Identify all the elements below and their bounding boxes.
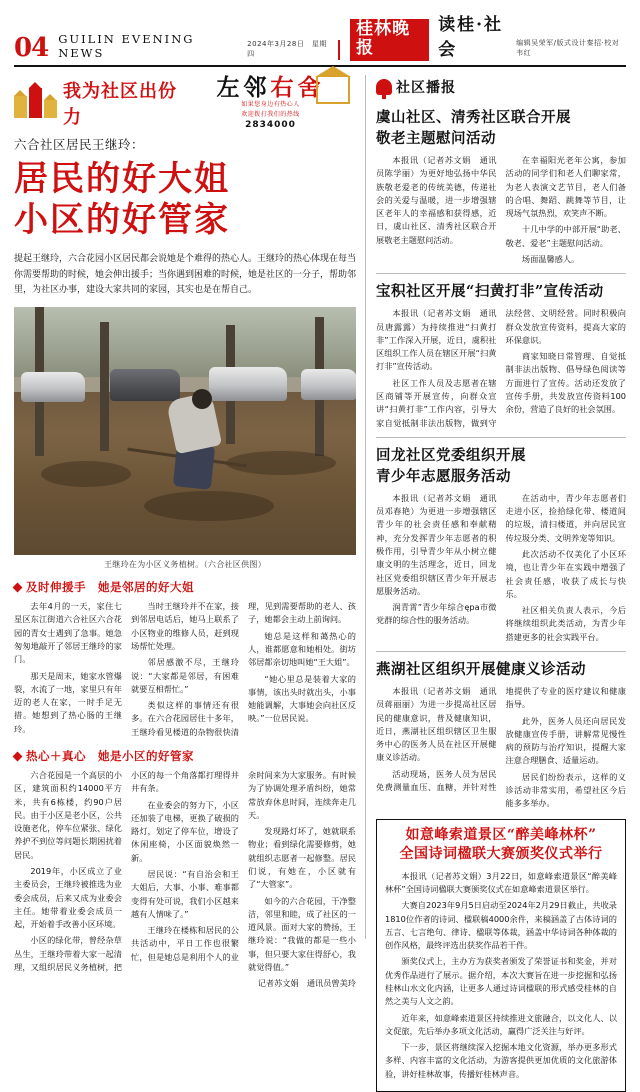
diamond-bullet-icon xyxy=(13,751,23,761)
news-headline xyxy=(376,445,626,487)
news-headline xyxy=(376,107,626,149)
news-headline-line-2: 敬老主题慰问活动 xyxy=(376,130,496,148)
paper-name-english: GUILIN EVENING NEWS xyxy=(58,32,195,60)
paragraph: “她心里总是装着大家的事情，该出头时就出头，小事她能调解，大事她会向社区反映。”一位居民说。 xyxy=(248,673,356,724)
news-headline-line-1: 宝积社区开展“扫黄打非”宣传活动 xyxy=(376,283,604,301)
featured-headline-line-1: 如意峰索道景区“醉美峰林杯” xyxy=(405,826,597,843)
section-title: 读桂·社会 xyxy=(438,15,503,60)
paragraph: 此外，医务人员还向居民发放健康宣传手册，讲解常见慢性病的预防与治疗知识，提醒大家注意合理膳食、适量运动。 xyxy=(505,715,626,766)
megaphone-icon xyxy=(376,79,392,95)
main-headline xyxy=(14,159,356,242)
paragraph: 下一步，景区将继续深入挖掘本地文化资源，举办更多形式多样、内容丰富的文化活动，为游客提供更加优质的文化旅游体验，讲好桂林故事，传播好桂林声音。 xyxy=(385,1042,617,1079)
article-photo xyxy=(14,307,356,555)
section-1-body xyxy=(14,600,356,739)
paragraph: 她总是这样和蔼热心的人，谁都愿意和她相处。街坊邻居都亲切地叫她“王大姐”。 xyxy=(248,630,356,668)
paragraph: 社区工作人员及志愿者在辖区商铺等开展宣传，向群众宣讲“扫黄打非”工作内容，引导大家自觉抵制非法出版物，做到守法经营、文明经营。同时积极向群众发放宣传资料，提高大家的环保意识。 xyxy=(376,308,626,428)
article-byline: 记者苏文娟 通讯员曾美玲 xyxy=(257,978,356,989)
headline-line-1: 居民的好大姐 xyxy=(14,159,230,199)
paragraph: 活动现场，医务人员为居民免费测量血压、血糖，并针对性地提供了专业的医疗建议和健康指导。 xyxy=(376,685,626,792)
paragraph: 六合花园是一个高层的小区，建筑面积约14000平方米，共有6栋楼，约90户居民。由于小区是老小区，公共设施老化，停车位紧张、绿化养护不到位等问题长期困扰着居民。 xyxy=(14,770,122,860)
news-headline-line-1: 燕湖社区组织开展健康义诊活动 xyxy=(376,660,586,678)
photo-car-3 xyxy=(209,367,287,401)
paragraph: 本报讯（记者苏文娟 通讯员蒋丽丽）为进一步提高社区居民的健康意识，普及健康知识，近日，燕湖社区组织辖区卫生服务中心的医务人员在社区开展健康义诊活动。 xyxy=(376,685,497,763)
diamond-bullet-icon xyxy=(13,582,23,592)
photo-soil-1 xyxy=(41,461,131,487)
page-number: 04 xyxy=(14,33,49,63)
featured-body xyxy=(385,870,617,1081)
masthead-divider xyxy=(338,40,340,60)
paragraph: 小区的绿化带，曾经杂草丛生，王继玲带着大家一起清理，又组织居民义务植树，把小区的每一个角落都打理得井井有条。 xyxy=(14,770,239,972)
paragraph: 颁奖仪式上，主办方为获奖者颁发了荣誉证书和奖金，并对优秀作品进行了展示。据介绍，本次大赛旨在进一步挖掘和弘扬桂林山水文化内涵，让更多人通过诗词楹联的形式感受桂林的自然之美与人文之韵。 xyxy=(385,956,617,1007)
masthead xyxy=(14,0,626,67)
paper-name-chinese: 桂林晚报 xyxy=(350,19,429,61)
paragraph: 在业委会的努力下，小区还加装了电梯，更换了破损的路灯，划定了停车位，增设了休闲座椅，小区面貌焕然一新。 xyxy=(131,799,239,863)
paragraph: 此次活动不仅美化了小区环境，也让青少年在实践中增强了社会责任感，收获了成长与快乐。 xyxy=(505,548,626,599)
photo-car-2 xyxy=(110,369,180,401)
paragraph: 类似这样的事情还有很多。在六合花园居住十多年，王继玲看见楼道的杂物很快清理，见到需要帮助的老人、孩子，她都会主动上前询问。 xyxy=(131,601,356,737)
paragraph: 居民说：“有自治会和王大姐后，大事、小事、难事都变得有处可说，我们小区越来越有人情味了。” xyxy=(131,868,239,919)
featured-headline-line-2: 全国诗词楹联大赛颁奖仪式举行 xyxy=(399,846,603,863)
news-headline xyxy=(376,281,626,302)
divider xyxy=(376,273,626,274)
paragraph: 去年4月的一天，家住七星区东江街道六合社区六合花园的青女士遇到了急事。她急匆匆地敲开了邻居王继玲的家门。 xyxy=(14,601,122,665)
left-banner xyxy=(14,75,356,131)
photo-car-1 xyxy=(21,372,85,402)
editorial-credits: 编辑吴荣军/版式设计秦招·校对韦红 xyxy=(516,39,620,57)
news-item xyxy=(376,107,626,266)
paragraph: 社区相关负责人表示，今后将继续组织此类活动，为青少年搭建更多的社会实践平台。 xyxy=(505,605,626,642)
photo-tree-2 xyxy=(100,322,109,451)
paragraph: 本报讯（记者苏文娟）3月22日，如意峰索道景区“醉美峰林杯”全国诗词楹联大赛颁奖仪式在如意峰索道景区举行。 xyxy=(385,870,617,894)
paragraph: 邻居感激不尽，王继玲说：“大家都是邻居，有困难就要互相帮忙。” xyxy=(131,657,239,694)
paragraph: 发现路灯坏了，她就联系物业；看到绿化需要修剪，她就组织志愿者一起修整。居民们说，有她在，小区就有了“大管家”。 xyxy=(248,826,356,890)
community-bulletin-banner xyxy=(376,75,626,99)
subheading-2 xyxy=(14,748,356,764)
photo-person-head xyxy=(192,389,212,409)
article-kicker: 六合社区居民王继玲： xyxy=(14,137,145,152)
paragraph: 在幸福阳光老年公寓，参加活动的同学们和老人们聊家常，为老人表演文艺节目，老人们备的合唱、舞蹈、跳舞等节目，让现场气氛热烈，欢笑声不断。 xyxy=(505,155,626,219)
paragraph: 本报讯（记者苏文娟 通讯员唐露露）为持续推进“扫黄打非”工作深入开展，近日，虞积社区组织工作人员在辖区开展“扫黄打非”宣传活动。 xyxy=(376,308,497,372)
zuolin-youshe-logo xyxy=(185,76,356,130)
subheading-1 xyxy=(14,579,356,595)
paragraph: 近年来，如意峰索道景区持续推进文旅融合，以文化人、以文促旅，先后举办多项文化活动，赢得广泛关注与好评。 xyxy=(385,1012,617,1036)
paragraph: 在活动中，青少年志愿者们走进小区，捡拾绿化带、楼道间的垃圾，清扫楼道，并向居民宣传垃圾分类、文明养宠等知识。 xyxy=(505,492,626,543)
right-column xyxy=(366,75,626,1079)
paragraph: 本报讯（记者苏文娟 通讯员邓春艳）为更进一步增强辖区青少年的社会责任感和奉献精神，充分发挥青少年志愿者的积极作用，引导青少年从小树立健康文明的生活理念，近日，回龙社区党委组织辖区青少年开展志愿服务活动。 xyxy=(376,492,497,596)
news-body xyxy=(376,685,626,811)
paragraph: 2019年，小区成立了业主委员会，王继玲被推选为业委会成员，后来又成为业委会主任。她带着业委会成员一起，开始着手改善小区环境。 xyxy=(14,865,122,930)
left-column xyxy=(14,74,366,989)
paragraph: 场面温馨感人。 xyxy=(521,254,580,264)
page-content xyxy=(14,67,626,1079)
photo-car-4 xyxy=(301,369,356,400)
paragraph: 十几中学的中部开展“助老、敬老、爱老”主题慰问活动。 xyxy=(505,224,626,248)
community-bulletin-label: 社区播报 xyxy=(396,80,456,96)
featured-news-box xyxy=(376,819,626,1092)
news-headline-line-1: 回龙社区党委组织开展 xyxy=(376,446,526,464)
news-headline-line-1: 虞山社区、清秀社区联合开展 xyxy=(376,109,571,126)
news-body xyxy=(376,307,626,430)
divider xyxy=(376,651,626,652)
photo-soil-2 xyxy=(144,491,274,521)
section-2-body xyxy=(14,769,356,974)
paragraph: 商家知晓日常管理、自觉抵制非法出版物、倡导绿色阅读等方面进行了宣传。活动还发放了宣传手册，共发放宣传资料100余份，营造了良好的社会氛围。 xyxy=(505,351,626,415)
house-roof-icon xyxy=(316,76,350,104)
publication-date: 2024年3月28日 星期四 xyxy=(247,40,327,58)
subheading-2-text: 热心＋真心 她是小区的好管家 xyxy=(26,749,194,763)
news-body xyxy=(376,492,626,644)
news-headline-line-2: 青少年志愿服务活动 xyxy=(376,467,511,485)
featured-headline xyxy=(385,826,617,865)
headline-line-2: 小区的好管家 xyxy=(14,200,230,241)
news-body xyxy=(376,154,626,266)
paragraph: 如今的六合花园，干净整洁，邻里和睦，成了社区的一道风景。面对大家的赞扬，王继玲说：“我做的都是一些小事，但只要大家住得舒心，我就觉得值。” xyxy=(248,895,356,972)
article-lead: 提起王继玲，六合花园小区居民都会说她是个难得的热心人。王继玲的热心体现在每当你需要帮助的时候，她会伸出援手；当你遇到困难的时候，她是社区的一分子，帮助邻里，为社区办事，建设大家共同的家园，其实也是在帮自己。 xyxy=(14,253,357,296)
paragraph: 那天是周末，她家水管爆裂，水流了一地，家里只有年迈的老人在家，一时手足无措。她想到了热心肠的王继玲。 xyxy=(14,670,122,734)
news-item xyxy=(376,659,626,811)
logo-part-1: 左邻 xyxy=(216,74,271,102)
paragraph: 本报讯（记者苏文娟 通讯员陈学丽）为更好地弘扬中华民族敬老爱老的传统美德，传递社会的关爱与温暖，进一步增强辖区老年人的幸福感和获得感，近日，虞山社区、清秀社区联合开展敬老主题慰问活动。 xyxy=(376,155,497,245)
banner-left-group xyxy=(14,77,185,129)
news-item xyxy=(376,445,626,644)
paragraph: 大赛自2023年9月5日启动至2024年2月29日截止，共收录1810位作者的诗词、楹联稿4000余件，来稿涵盖了古体诗词的五言、七言绝句、律诗、楹联等体裁，涵盖中华诗词各种体裁的创作风格，最终评选出获奖作品若干件。 xyxy=(385,900,617,951)
houses-icon xyxy=(14,88,57,118)
column-banner-title: 我为社区出份力 xyxy=(63,81,177,128)
divider xyxy=(376,437,626,438)
photo-caption: 王继玲在为小区义务植树。（六合社区供图） xyxy=(104,560,266,570)
logo-part-2: 右舍 xyxy=(270,74,325,102)
news-headline xyxy=(376,659,626,680)
logo-subtext-2: 欢迎拨打我们的热线 xyxy=(241,111,300,118)
paragraph: 润青霄”青少年综合ępa市微党群的综合性的服务活动。 xyxy=(376,602,497,626)
news-item xyxy=(376,281,626,430)
logo-subtext-1: 如果您身边有热心人 xyxy=(241,101,300,109)
paragraph: 当时王继玲并不在家，接到邻居电话后，她马上联系了小区物业的维修人员，赶到现场帮忙处理。 xyxy=(131,601,239,652)
logo-hotline-number: 2834000 xyxy=(245,119,296,130)
paragraph: 居民们纷纷表示，这样的义诊活动非常实用，希望社区今后能多多举办。 xyxy=(505,771,626,809)
subheading-1-text: 及时伸援手 她是邻居的好大姐 xyxy=(26,580,194,595)
paragraph: 王继玲在楼栋和居民的公共活动中，平日工作也很繁忙，但是她总是利用个人的业余时间来为大家服务。有时候为了协调处理矛盾纠纷，她常常放弃休息时间，连续奔走几天。 xyxy=(131,770,356,962)
